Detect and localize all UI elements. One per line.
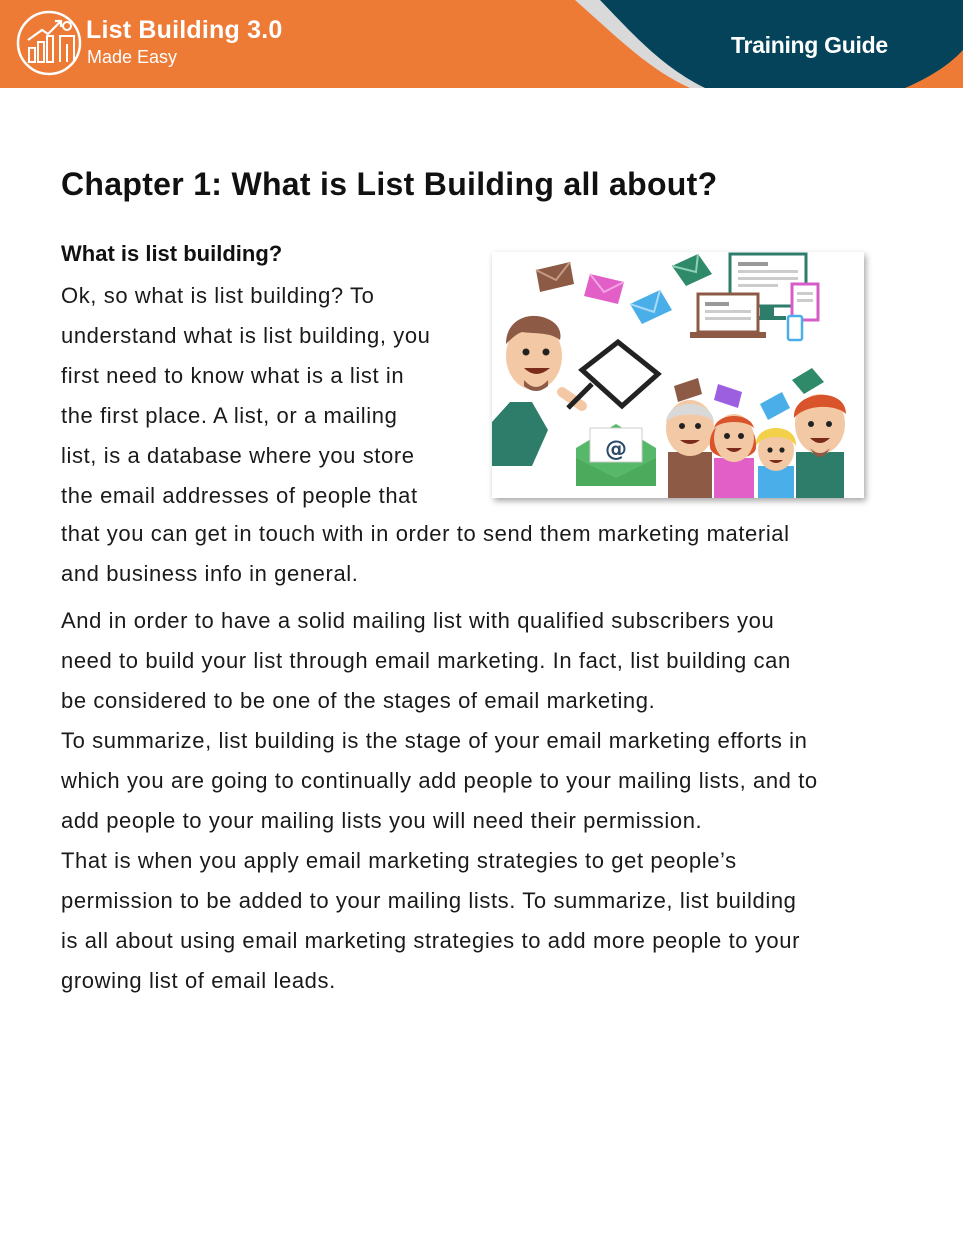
body-paragraphs <box>61 601 921 1001</box>
intro-paragraph <box>61 276 481 516</box>
text-line: and business info in general. <box>61 561 359 586</box>
text-line: That is when you apply email marketing strategies to get people’s <box>61 848 737 873</box>
envelope-icon <box>674 378 702 402</box>
old-man-avatar <box>666 400 714 498</box>
girl-avatar <box>756 428 796 498</box>
woman-avatar <box>710 414 756 498</box>
open-envelope-icon <box>576 424 656 486</box>
text-line: understand what is list building, you <box>61 323 431 348</box>
envelope-icon <box>536 262 574 292</box>
text-line: be considered to be one of the stages of email marketing. <box>61 688 656 713</box>
text-line: list, is a database where you store <box>61 443 415 468</box>
young-man-avatar <box>794 394 846 498</box>
text-line: To summarize, list building is the stage of your email marketing efforts in <box>61 728 808 753</box>
envelope-icon <box>792 368 824 394</box>
training-guide-label: Training Guide <box>731 32 888 58</box>
text-line: permission to be added to your mailing lists. To summarize, list building <box>61 888 797 913</box>
text-line: the first place. A list, or a mailing <box>61 403 398 428</box>
envelope-icon <box>584 274 624 304</box>
section-heading: What is list building? <box>61 241 283 266</box>
envelope-icon <box>760 392 790 420</box>
phone-icon <box>788 316 802 340</box>
intro-paragraph-continuation <box>61 514 921 594</box>
text-line: Ok, so what is list building? To <box>61 283 375 308</box>
brand-subtitle: Made Easy <box>87 47 178 67</box>
at-symbol: @ <box>605 437 627 462</box>
chapter-title: Chapter 1: What is List Building all about? <box>61 166 718 202</box>
text-line: first need to know what is a list in <box>61 363 405 388</box>
laptop-icon <box>690 294 766 338</box>
text-line: growing list of email leads. <box>61 968 336 993</box>
bar-chart-people-logo <box>16 10 82 76</box>
envelope-icon <box>672 254 712 286</box>
text-line: the email addresses of people that <box>61 483 418 508</box>
text-line: need to build your list through email marketing. In fact, list building can <box>61 648 791 673</box>
text-line: And in order to have a solid mailing list with qualified subscribers you <box>61 608 775 633</box>
email-marketing-illustration <box>492 252 864 498</box>
text-line: that you can get in touch with in order to send them marketing material <box>61 521 790 546</box>
text-line: add people to your mailing lists you will need their permission. <box>61 808 703 833</box>
text-line: is all about using email marketing strategies to add more people to your <box>61 928 801 953</box>
tablet-icon <box>792 284 818 320</box>
envelope-icon <box>714 384 742 408</box>
envelope-icon <box>630 290 672 324</box>
page-header <box>0 0 963 88</box>
text-line: which you are going to continually add people to your mailing lists, and to <box>61 768 818 793</box>
brand-title: List Building 3.0 <box>86 16 283 44</box>
illustration-graphic <box>492 252 864 498</box>
